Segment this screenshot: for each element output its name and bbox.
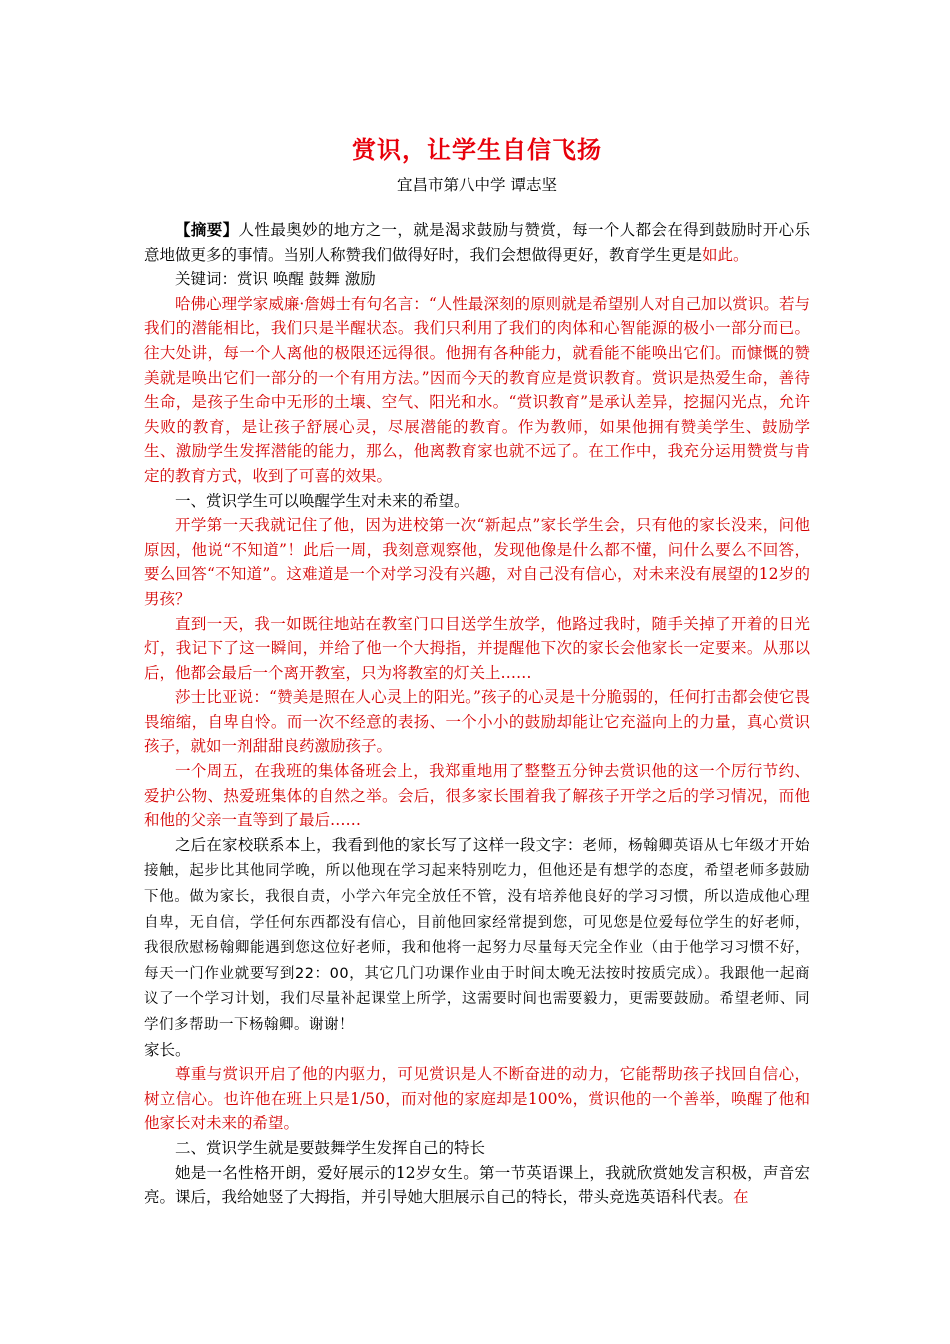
girl-student-text: 她是一名性格开朗，爱好展示的12岁女生。第一节英语课上，我就欣赏她发言积极，声音宏亮。课后，我给她竖了大拇指，并引导她大胆展示自己的特长，带头竞选英语科代表。 — [144, 1163, 810, 1207]
abstract-paragraph — [144, 218, 810, 267]
paragraph-light-switch: 直到一天，我一如既往地站在教室门口目送学生放学，他路过我时，随手关掉了开着的日光灯，我记下了这一瞬间，并给了他一个大拇指，并提醒他下次的家长会他家长一定要来。从那以后，他都会最后一个离开教室，只为将教室的灯关上…… — [144, 614, 810, 682]
page-title: 赏识，让学生自信飞扬 — [352, 135, 602, 164]
paragraph-respect-appreciation: 尊重与赏识开启了他的内驱力，可见赏识是人不断奋进的动力，它能帮助孩子找回自信心，树立信心。也许他在班上只是1/50，而对他的家庭却是100%，赏识他的一个善举，唤醒了他和他家长对未来的希望。 — [144, 1065, 810, 1133]
letter-body: 老师，杨翰卿英语从七年级才开始接触，起步比其他同学晚，所以他现在学习起来特别吃力，但他还是有想学的态度，希望老师多鼓励下他。做为家长，我很自责，小学六年完全放任不管，没有培养他良好的学习习惯，所以造成他心理自卑，无自信，学任何东西都没有信心，目前他回家经常提到您，可见您是位爱每位学生的好老师，我很欣慰杨翰卿能遇到您这位好老师，我和他将一起努力尽量每天完全作业（由于他学习习惯不好，每天一门作业就要写到22：00，其它几门功课作业由于时间太晚无法按时按质完成）。我跟他一起商议了一个学习计划，我们尽量补起课堂上所学，这需要时间也需要毅力，更需要鼓励。希望老师、同学们多帮助一下杨翰卿。谢谢！ — [144, 837, 810, 1033]
keywords-line: 关键词：赏识 唤醒 鼓舞 激励 — [175, 270, 376, 289]
paragraph-girl-student — [144, 1161, 810, 1210]
paragraph-harvard-quote: 哈佛心理学家威廉·詹姆士有句名言：“人性最深刻的原则就是希望别人对自己加以赏识。若与我们的潜能相比，我们只是半醒状态。我们只利用了我们的肉体和心智能源的极小一部分而已。往大处讲，每一个人离他的极限还远得很。他拥有各种能力，就看能不能唤出它们。而慷慨的赞美就是唤出它们一部分的一个有用方法。”因而今天的教育应是赏识教育。赏识是热爱生命，善待生命，是孩子生命中无形的土壤、空气、阳光和水。“赏识教育”是承认差异，挖掘闪光点，允许失败的教育，是让孩子舒展心灵，尽展潜能的教育。作为教师，如果他拥有赞美学生、鼓励学生、激励学生发挥潜能的能力，那么，他离教育家也就不远了。在工作中，我充分运用赞赏与肯定的教育方式，收到了可喜的效果。 — [144, 294, 810, 485]
abstract-label: 【摘要】 — [175, 220, 239, 239]
letter-signature: 家长。 — [144, 1040, 191, 1059]
abstract-tail: 如此。 — [702, 245, 749, 264]
paragraph-parent-meeting: 一个周五，在我班的集体备班会上，我郑重地用了整整五分钟去赏识他的这一个厉行节约、爱护公物、热爱班集体的自然之举。会后，很多家长围着我了解孩子开学之后的学习情况，而他和他的父亲一直等到了最后…… — [144, 762, 810, 830]
paragraph-first-day: 开学第一天我就记住了他，因为进校第一次“新起点”家长学生会，只有他的家长没来，问他原因，他说“不知道”！此后一周，我刻意观察他，发现他像是什么都不懂，问什么要么不回答，要么回答“不知道”。这难道是一个对学习没有兴趣，对自己没有信心，对未来没有展望的12岁的男孩？ — [144, 516, 810, 608]
girl-student-tail: 在 — [733, 1188, 749, 1207]
letter-intro: 之后在家校联系本上，我看到他的家长写了这样一段文字： — [175, 835, 583, 854]
section-heading-1: 一、赏识学生可以唤醒学生对未来的希望。 — [175, 491, 470, 510]
author-line: 宜昌市第八中学 谭志坚 — [397, 176, 557, 194]
paragraph-shakespeare: 莎士比亚说：“赞美是照在人心灵上的阳光。”孩子的心灵是十分脆弱的，任何打击都会使它畏畏缩缩，自卑自怜。而一次不经意的表扬、一个小小的鼓励却能让它充溢向上的力量，真心赏识孩子，就如一剂甜甜良药激励孩子。 — [144, 688, 810, 756]
document-page — [144, 130, 810, 1210]
section-heading-2: 二、赏识学生就是要鼓舞学生发挥自己的特长 — [175, 1138, 486, 1157]
paragraph-parent-letter — [144, 833, 810, 1038]
abstract-text: 人性最奥妙的地方之一，就是渴求鼓励与赞赏，每一个人都会在得到鼓励时开心乐意地做更多的事情。当别人称赞我们做得好时，我们会想做得更好，教育学生更是 — [144, 221, 810, 264]
